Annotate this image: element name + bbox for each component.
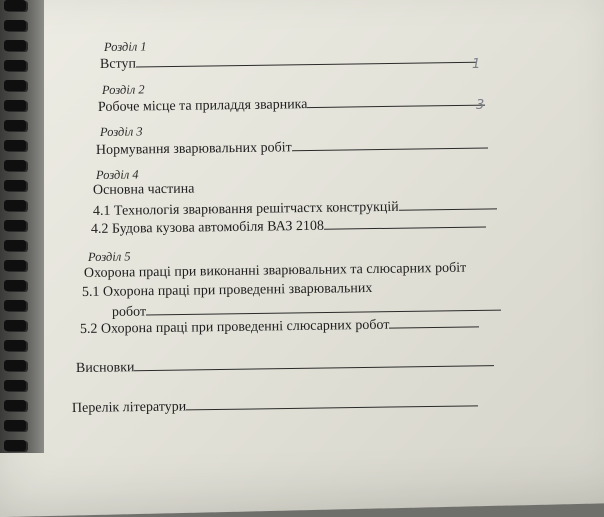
spiral-binding [0, 0, 44, 453]
binding-ring [4, 240, 26, 251]
leader-line [307, 93, 485, 108]
binding-ring [4, 340, 26, 351]
leader-line [324, 214, 486, 229]
binding-ring [4, 260, 26, 271]
binding-ring [4, 0, 26, 11]
leader-line [292, 136, 488, 152]
section-1-title: Розділ 1 [103, 39, 147, 54]
binding-ring [4, 180, 26, 191]
binding-ring [4, 360, 26, 371]
binding-ring [4, 220, 26, 231]
toc-entry-label: робот [111, 304, 147, 320]
binding-ring [4, 400, 26, 411]
binding-ring [4, 420, 26, 431]
handwritten-page-number: 3 [476, 98, 485, 113]
binding-ring [4, 120, 26, 131]
binding-ring [4, 20, 26, 31]
toc-entry-label: 4.2 Будова кузова автомобіля ВАЗ 2108 [90, 218, 325, 237]
toc-entry-label: Висновки [75, 360, 135, 376]
section-2-title: Розділ 2 [101, 82, 145, 97]
toc-entry-main-part: Основна частина [92, 181, 195, 198]
binding-ring [4, 280, 26, 291]
section-4-title: Розділ 4 [95, 167, 139, 182]
section-5-title: Розділ 5 [87, 249, 131, 264]
toc-entry-label: Нормування зварювальних робіт [95, 140, 292, 158]
toc-entry-label: 4.1 Технологія зварювання решітчастх конструкцій [92, 199, 399, 219]
binding-ring [4, 60, 26, 71]
toc-entry-5-1: 5.1 Охорона праці при проведенні зварювальних [81, 280, 373, 300]
toc-entry-labor-protection: Охорона праці при виконанні зварювальних та слюсарних робіт [83, 260, 467, 281]
leader-line [186, 393, 478, 410]
binding-ring [4, 380, 26, 391]
binding-ring [4, 200, 26, 211]
section-3-title: Розділ 3 [99, 124, 143, 139]
binding-ring [4, 80, 26, 91]
toc-entry-label: Робоче місце та приладдя зварника [97, 97, 308, 115]
toc-entry-label: 5.2 Охорона праці при проведенні слюсарних робот [79, 317, 390, 337]
toc-entry-label: Вступ [99, 56, 137, 72]
binding-ring [4, 40, 26, 51]
leader-line [399, 196, 497, 210]
binding-ring [4, 160, 26, 171]
toc-entry-label: Перелік літератури [71, 399, 187, 416]
binding-ring [4, 440, 26, 451]
binding-ring [4, 140, 26, 151]
binding-ring [4, 300, 26, 311]
binding-ring [4, 100, 26, 111]
handwritten-page-number: 1 [472, 57, 481, 72]
leader-line [389, 314, 479, 328]
binding-ring [4, 320, 26, 331]
